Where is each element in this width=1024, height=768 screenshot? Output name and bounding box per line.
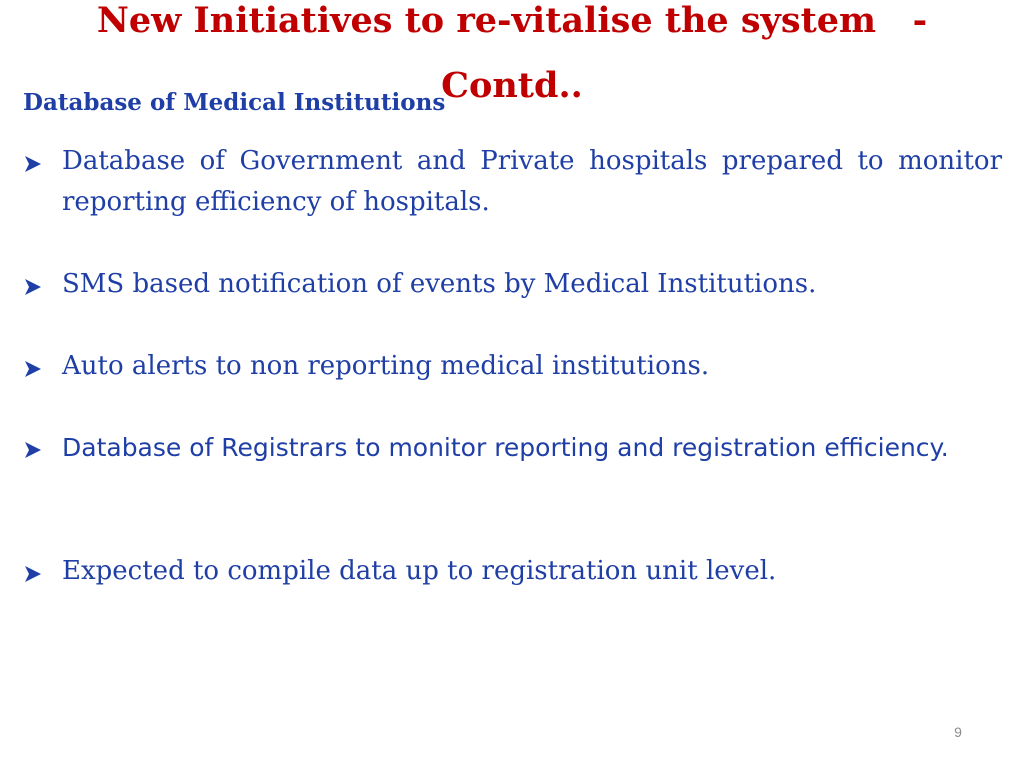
bullet-text: Auto alerts to non reporting medical institutions.	[62, 351, 710, 381]
bullet-item	[22, 346, 1002, 387]
arrow-right-icon	[22, 563, 44, 585]
bullet-text: SMS based notification of events by Medical Institutions.	[62, 269, 817, 299]
slide-subtitle: Database of Medical Institutions	[23, 89, 446, 116]
bullet-item	[22, 427, 1002, 468]
bullet-text: Database of Registrars to monitor reporting and registration efficiency.	[62, 433, 949, 462]
bullet-item	[22, 551, 1002, 592]
arrow-right-icon	[22, 358, 44, 380]
page-number: 9	[954, 724, 962, 740]
slide-title: New Initiatives to re-vitalise the system - Contd..	[96, 0, 928, 106]
arrow-right-icon	[22, 439, 44, 461]
bullet-text: Database of Government and Private hospitals prepared to monitor reporting efficiency of hospitals.	[62, 146, 1002, 217]
arrow-right-icon	[22, 153, 44, 175]
arrow-right-icon	[22, 276, 44, 298]
bullet-text: Expected to compile data up to registration unit level.	[62, 556, 777, 586]
bullet-item	[22, 264, 1002, 305]
bullet-item	[22, 141, 1002, 223]
